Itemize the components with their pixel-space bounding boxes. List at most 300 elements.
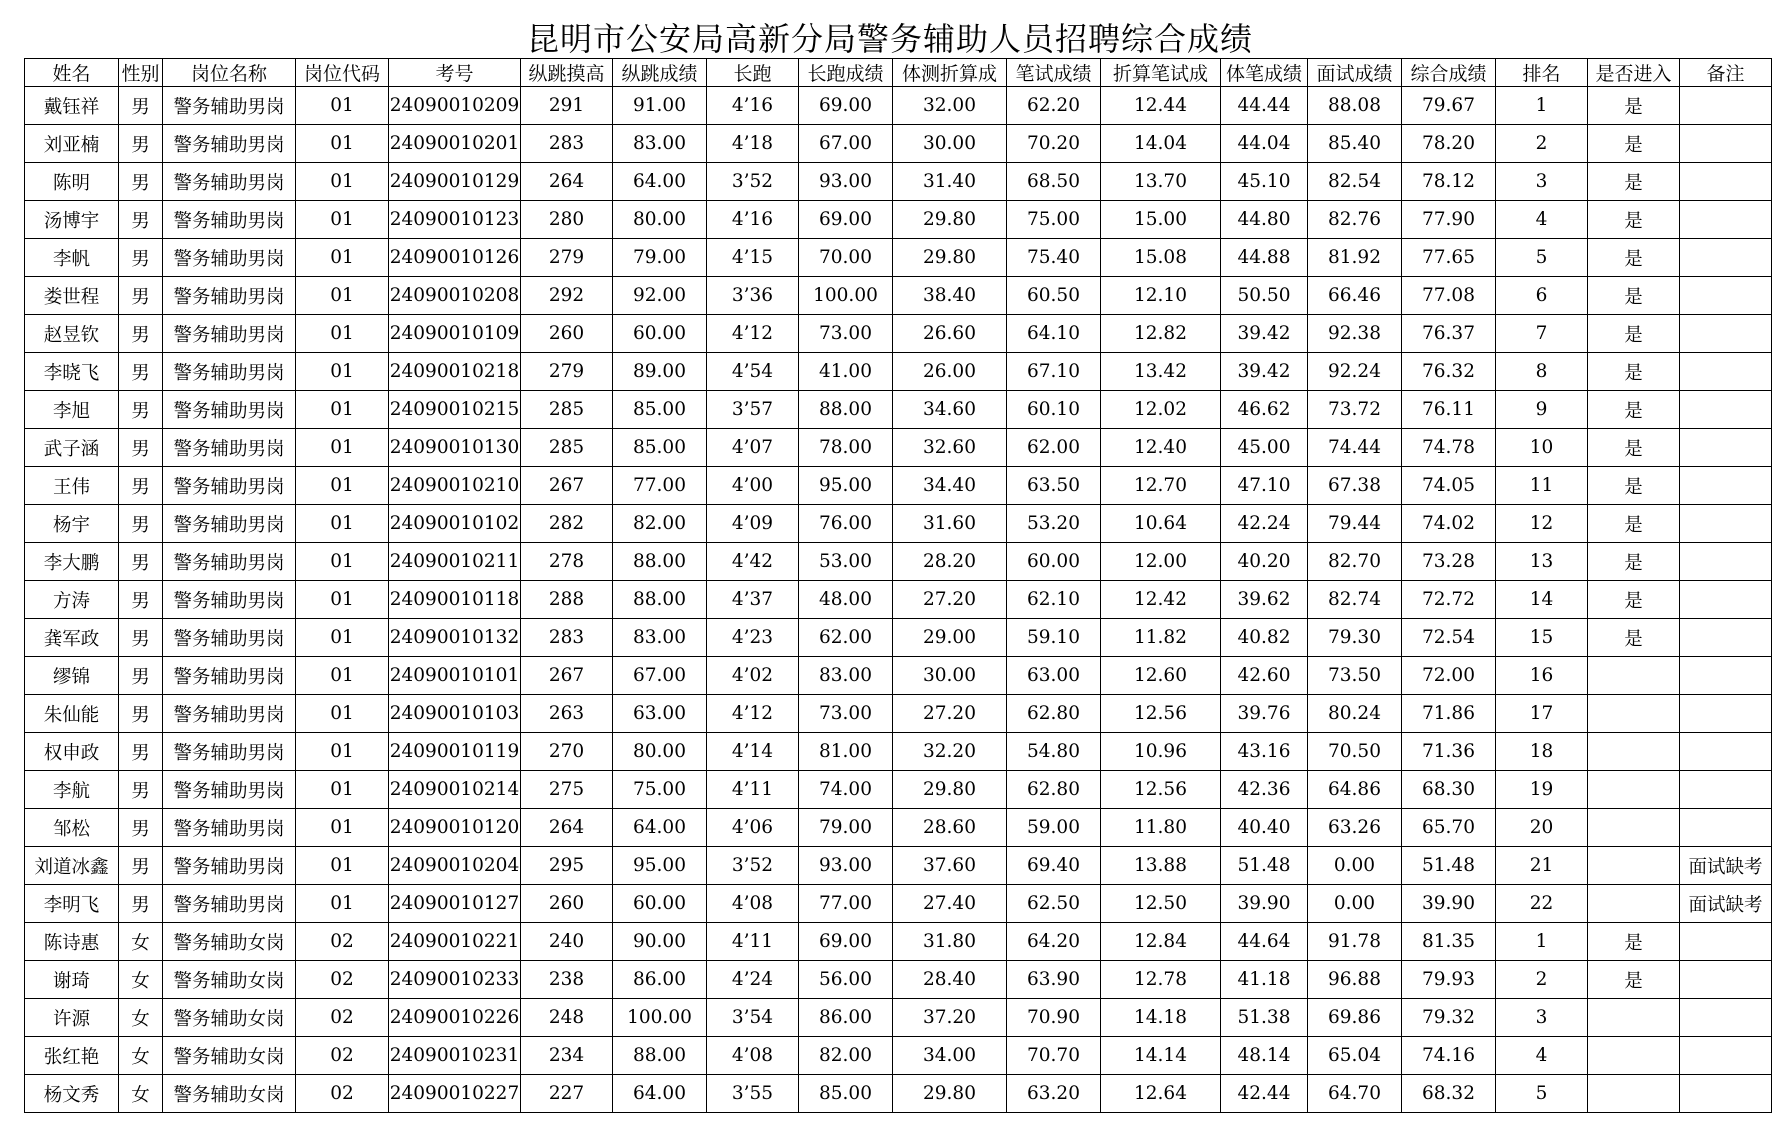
score-table [24, 58, 1772, 1113]
cell-fitness-converted: 32.00 [893, 87, 1007, 125]
cell-long-run-score: 81.00 [799, 733, 893, 771]
cell-interview-score: 80.24 [1308, 695, 1402, 733]
cell-total-score: 65.70 [1402, 809, 1496, 847]
cell-advance: 是 [1588, 619, 1680, 657]
cell-exam-number: 24090010210 [389, 467, 521, 505]
cell-advance: 是 [1588, 961, 1680, 999]
table-row [25, 239, 1772, 277]
cell-advance [1588, 1075, 1680, 1113]
cell-interview-score: 88.08 [1308, 87, 1402, 125]
cell-remark [1680, 239, 1772, 277]
cell-vertical-jump-height: 282 [521, 505, 613, 543]
cell-written-converted: 12.60 [1101, 657, 1221, 695]
cell-vertical-jump-height: 295 [521, 847, 613, 885]
cell-gender: 男 [119, 505, 163, 543]
table-row [25, 87, 1772, 125]
cell-rank: 3 [1496, 163, 1588, 201]
cell-name: 张红艳 [25, 1037, 119, 1075]
cell-fitness-written-score: 39.42 [1221, 353, 1308, 391]
cell-name: 武子涵 [25, 429, 119, 467]
cell-vertical-jump-height: 270 [521, 733, 613, 771]
cell-remark [1680, 315, 1772, 353]
cell-post-code: 01 [296, 695, 389, 733]
cell-interview-score: 64.86 [1308, 771, 1402, 809]
cell-post-name: 警务辅助男岗 [163, 771, 296, 809]
table-row [25, 999, 1772, 1037]
cell-total-score: 76.11 [1402, 391, 1496, 429]
cell-exam-number: 24090010120 [389, 809, 521, 847]
cell-fitness-converted: 31.60 [893, 505, 1007, 543]
cell-long-run: 4’15 [707, 239, 799, 277]
cell-written-converted: 12.84 [1101, 923, 1221, 961]
cell-long-run-score: 85.00 [799, 1075, 893, 1113]
cell-advance: 是 [1588, 277, 1680, 315]
cell-post-name: 警务辅助男岗 [163, 353, 296, 391]
cell-fitness-written-score: 42.60 [1221, 657, 1308, 695]
cell-post-code: 02 [296, 923, 389, 961]
cell-gender: 男 [119, 581, 163, 619]
header-exam-number: 考号 [389, 59, 521, 87]
cell-total-score: 76.37 [1402, 315, 1496, 353]
cell-post-code: 01 [296, 771, 389, 809]
cell-name: 缪锦 [25, 657, 119, 695]
cell-long-run: 4’12 [707, 315, 799, 353]
cell-exam-number: 24090010227 [389, 1075, 521, 1113]
cell-fitness-converted: 26.60 [893, 315, 1007, 353]
cell-vertical-jump-score: 100.00 [613, 999, 707, 1037]
cell-exam-number: 24090010119 [389, 733, 521, 771]
cell-fitness-converted: 34.40 [893, 467, 1007, 505]
cell-written-converted: 11.80 [1101, 809, 1221, 847]
cell-remark [1680, 125, 1772, 163]
cell-rank: 4 [1496, 1037, 1588, 1075]
cell-vertical-jump-height: 291 [521, 87, 613, 125]
cell-exam-number: 24090010129 [389, 163, 521, 201]
cell-fitness-converted: 34.60 [893, 391, 1007, 429]
cell-total-score: 79.32 [1402, 999, 1496, 1037]
cell-gender: 男 [119, 163, 163, 201]
cell-written-converted: 12.42 [1101, 581, 1221, 619]
cell-vertical-jump-score: 60.00 [613, 315, 707, 353]
cell-long-run: 3’57 [707, 391, 799, 429]
cell-remark [1680, 733, 1772, 771]
cell-vertical-jump-score: 88.00 [613, 1037, 707, 1075]
cell-vertical-jump-height: 283 [521, 619, 613, 657]
cell-vertical-jump-height: 283 [521, 125, 613, 163]
cell-gender: 男 [119, 543, 163, 581]
cell-post-code: 01 [296, 657, 389, 695]
cell-rank: 10 [1496, 429, 1588, 467]
cell-remark: 面试缺考 [1680, 885, 1772, 923]
cell-post-name: 警务辅助男岗 [163, 87, 296, 125]
cell-post-name: 警务辅助男岗 [163, 809, 296, 847]
cell-written-converted: 12.56 [1101, 771, 1221, 809]
cell-advance: 是 [1588, 315, 1680, 353]
cell-written-score: 54.80 [1007, 733, 1101, 771]
cell-written-score: 63.20 [1007, 1075, 1101, 1113]
cell-written-converted: 12.50 [1101, 885, 1221, 923]
cell-interview-score: 65.04 [1308, 1037, 1402, 1075]
cell-written-score: 63.90 [1007, 961, 1101, 999]
cell-fitness-converted: 31.40 [893, 163, 1007, 201]
cell-post-code: 01 [296, 277, 389, 315]
cell-rank: 21 [1496, 847, 1588, 885]
cell-written-score: 75.40 [1007, 239, 1101, 277]
table-row [25, 543, 1772, 581]
cell-vertical-jump-height: 263 [521, 695, 613, 733]
table-row [25, 1075, 1772, 1113]
cell-exam-number: 24090010209 [389, 87, 521, 125]
cell-total-score: 78.20 [1402, 125, 1496, 163]
cell-fitness-converted: 29.80 [893, 239, 1007, 277]
cell-gender: 男 [119, 467, 163, 505]
cell-interview-score: 73.72 [1308, 391, 1402, 429]
cell-fitness-converted: 29.80 [893, 771, 1007, 809]
cell-long-run: 4’42 [707, 543, 799, 581]
cell-post-name: 警务辅助男岗 [163, 695, 296, 733]
cell-written-converted: 12.02 [1101, 391, 1221, 429]
cell-interview-score: 85.40 [1308, 125, 1402, 163]
cell-vertical-jump-height: 264 [521, 163, 613, 201]
cell-rank: 2 [1496, 125, 1588, 163]
cell-gender: 男 [119, 885, 163, 923]
cell-post-name: 警务辅助男岗 [163, 201, 296, 239]
cell-long-run: 4’16 [707, 201, 799, 239]
cell-written-converted: 12.64 [1101, 1075, 1221, 1113]
table-row [25, 657, 1772, 695]
header-fitness-converted: 体测折算成 [893, 59, 1007, 87]
cell-gender: 女 [119, 961, 163, 999]
cell-exam-number: 24090010126 [389, 239, 521, 277]
cell-advance [1588, 695, 1680, 733]
table-row [25, 163, 1772, 201]
cell-written-score: 62.20 [1007, 87, 1101, 125]
cell-fitness-converted: 30.00 [893, 657, 1007, 695]
cell-rank: 20 [1496, 809, 1588, 847]
cell-fitness-written-score: 45.00 [1221, 429, 1308, 467]
cell-interview-score: 96.88 [1308, 961, 1402, 999]
cell-vertical-jump-height: 278 [521, 543, 613, 581]
cell-post-name: 警务辅助男岗 [163, 315, 296, 353]
cell-fitness-written-score: 47.10 [1221, 467, 1308, 505]
cell-interview-score: 79.30 [1308, 619, 1402, 657]
cell-total-score: 71.36 [1402, 733, 1496, 771]
cell-long-run-score: 62.00 [799, 619, 893, 657]
table-row [25, 695, 1772, 733]
cell-fitness-written-score: 39.42 [1221, 315, 1308, 353]
table-row [25, 771, 1772, 809]
cell-remark [1680, 467, 1772, 505]
cell-written-score: 67.10 [1007, 353, 1101, 391]
cell-long-run-score: 100.00 [799, 277, 893, 315]
cell-fitness-written-score: 50.50 [1221, 277, 1308, 315]
cell-long-run: 4’23 [707, 619, 799, 657]
cell-fitness-written-score: 51.38 [1221, 999, 1308, 1037]
cell-fitness-written-score: 39.90 [1221, 885, 1308, 923]
header-gender: 性别 [119, 59, 163, 87]
cell-advance: 是 [1588, 429, 1680, 467]
cell-exam-number: 24090010109 [389, 315, 521, 353]
cell-vertical-jump-score: 83.00 [613, 125, 707, 163]
cell-exam-number: 24090010204 [389, 847, 521, 885]
cell-long-run: 3’55 [707, 1075, 799, 1113]
cell-vertical-jump-score: 64.00 [613, 1075, 707, 1113]
cell-vertical-jump-score: 88.00 [613, 581, 707, 619]
cell-name: 汤博宇 [25, 201, 119, 239]
cell-gender: 男 [119, 429, 163, 467]
cell-fitness-converted: 37.20 [893, 999, 1007, 1037]
cell-vertical-jump-height: 260 [521, 885, 613, 923]
cell-vertical-jump-height: 279 [521, 353, 613, 391]
cell-exam-number: 24090010123 [389, 201, 521, 239]
header-written-score: 笔试成绩 [1007, 59, 1101, 87]
cell-name: 杨文秀 [25, 1075, 119, 1113]
cell-vertical-jump-score: 92.00 [613, 277, 707, 315]
cell-exam-number: 24090010215 [389, 391, 521, 429]
cell-fitness-converted: 30.00 [893, 125, 1007, 163]
cell-fitness-converted: 27.20 [893, 695, 1007, 733]
cell-rank: 8 [1496, 353, 1588, 391]
cell-long-run-score: 69.00 [799, 923, 893, 961]
cell-written-score: 70.90 [1007, 999, 1101, 1037]
cell-rank: 16 [1496, 657, 1588, 695]
cell-remark [1680, 923, 1772, 961]
cell-fitness-converted: 29.00 [893, 619, 1007, 657]
cell-vertical-jump-score: 75.00 [613, 771, 707, 809]
cell-vertical-jump-score: 95.00 [613, 847, 707, 885]
cell-vertical-jump-height: 288 [521, 581, 613, 619]
cell-rank: 15 [1496, 619, 1588, 657]
cell-interview-score: 82.76 [1308, 201, 1402, 239]
cell-fitness-written-score: 44.80 [1221, 201, 1308, 239]
cell-advance [1588, 809, 1680, 847]
table-row [25, 581, 1772, 619]
cell-post-name: 警务辅助男岗 [163, 391, 296, 429]
cell-total-score: 81.35 [1402, 923, 1496, 961]
cell-written-score: 64.10 [1007, 315, 1101, 353]
cell-post-code: 01 [296, 163, 389, 201]
cell-rank: 12 [1496, 505, 1588, 543]
cell-total-score: 72.54 [1402, 619, 1496, 657]
cell-written-score: 60.50 [1007, 277, 1101, 315]
cell-long-run: 4’06 [707, 809, 799, 847]
cell-post-name: 警务辅助女岗 [163, 961, 296, 999]
cell-long-run-score: 69.00 [799, 87, 893, 125]
cell-exam-number: 24090010226 [389, 999, 521, 1037]
cell-gender: 男 [119, 201, 163, 239]
cell-remark [1680, 581, 1772, 619]
cell-written-score: 62.00 [1007, 429, 1101, 467]
cell-long-run-score: 56.00 [799, 961, 893, 999]
cell-long-run-score: 88.00 [799, 391, 893, 429]
cell-post-code: 01 [296, 885, 389, 923]
cell-total-score: 79.67 [1402, 87, 1496, 125]
cell-gender: 男 [119, 353, 163, 391]
table-row [25, 391, 1772, 429]
cell-gender: 男 [119, 733, 163, 771]
cell-name: 李明飞 [25, 885, 119, 923]
cell-long-run: 4’16 [707, 87, 799, 125]
cell-rank: 17 [1496, 695, 1588, 733]
cell-fitness-converted: 27.20 [893, 581, 1007, 619]
cell-remark [1680, 201, 1772, 239]
cell-exam-number: 24090010233 [389, 961, 521, 999]
cell-written-converted: 12.70 [1101, 467, 1221, 505]
cell-gender: 男 [119, 87, 163, 125]
cell-long-run: 4’11 [707, 771, 799, 809]
cell-exam-number: 24090010118 [389, 581, 521, 619]
cell-written-score: 63.50 [1007, 467, 1101, 505]
table-row [25, 315, 1772, 353]
cell-advance [1588, 771, 1680, 809]
cell-gender: 男 [119, 125, 163, 163]
cell-fitness-written-score: 40.82 [1221, 619, 1308, 657]
cell-name: 李晓飞 [25, 353, 119, 391]
cell-vertical-jump-score: 85.00 [613, 391, 707, 429]
cell-rank: 11 [1496, 467, 1588, 505]
cell-exam-number: 24090010130 [389, 429, 521, 467]
cell-vertical-jump-height: 275 [521, 771, 613, 809]
cell-interview-score: 64.70 [1308, 1075, 1402, 1113]
cell-vertical-jump-height: 292 [521, 277, 613, 315]
cell-total-score: 74.16 [1402, 1037, 1496, 1075]
cell-fitness-written-score: 42.24 [1221, 505, 1308, 543]
cell-interview-score: 82.74 [1308, 581, 1402, 619]
table-row [25, 1037, 1772, 1075]
cell-vertical-jump-height: 234 [521, 1037, 613, 1075]
cell-fitness-converted: 37.60 [893, 847, 1007, 885]
cell-vertical-jump-height: 238 [521, 961, 613, 999]
cell-written-converted: 11.82 [1101, 619, 1221, 657]
cell-vertical-jump-score: 77.00 [613, 467, 707, 505]
cell-rank: 7 [1496, 315, 1588, 353]
cell-advance: 是 [1588, 87, 1680, 125]
cell-interview-score: 0.00 [1308, 885, 1402, 923]
cell-gender: 女 [119, 999, 163, 1037]
cell-post-name: 警务辅助男岗 [163, 429, 296, 467]
cell-written-converted: 12.56 [1101, 695, 1221, 733]
cell-written-score: 62.80 [1007, 771, 1101, 809]
cell-written-score: 60.00 [1007, 543, 1101, 581]
cell-long-run-score: 95.00 [799, 467, 893, 505]
cell-name: 方涛 [25, 581, 119, 619]
cell-vertical-jump-height: 264 [521, 809, 613, 847]
header-interview-score: 面试成绩 [1308, 59, 1402, 87]
cell-gender: 女 [119, 1075, 163, 1113]
cell-post-name: 警务辅助男岗 [163, 543, 296, 581]
cell-remark [1680, 391, 1772, 429]
cell-interview-score: 79.44 [1308, 505, 1402, 543]
cell-remark [1680, 1037, 1772, 1075]
cell-interview-score: 92.38 [1308, 315, 1402, 353]
cell-remark [1680, 809, 1772, 847]
cell-long-run: 4’14 [707, 733, 799, 771]
cell-post-code: 01 [296, 505, 389, 543]
cell-rank: 9 [1496, 391, 1588, 429]
cell-long-run: 4’54 [707, 353, 799, 391]
cell-exam-number: 24090010201 [389, 125, 521, 163]
cell-name: 李航 [25, 771, 119, 809]
cell-rank: 5 [1496, 239, 1588, 277]
header-total-score: 综合成绩 [1402, 59, 1496, 87]
cell-remark [1680, 961, 1772, 999]
table-body [25, 87, 1772, 1113]
header-remark: 备注 [1680, 59, 1772, 87]
header-post-code: 岗位代码 [296, 59, 389, 87]
cell-written-converted: 15.08 [1101, 239, 1221, 277]
cell-written-converted: 12.82 [1101, 315, 1221, 353]
cell-exam-number: 24090010221 [389, 923, 521, 961]
cell-name: 龚军政 [25, 619, 119, 657]
cell-fitness-written-score: 48.14 [1221, 1037, 1308, 1075]
cell-long-run: 4’02 [707, 657, 799, 695]
cell-post-name: 警务辅助男岗 [163, 505, 296, 543]
cell-long-run-score: 82.00 [799, 1037, 893, 1075]
cell-vertical-jump-score: 88.00 [613, 543, 707, 581]
cell-long-run-score: 73.00 [799, 695, 893, 733]
cell-long-run: 4’07 [707, 429, 799, 467]
table-row [25, 467, 1772, 505]
cell-fitness-written-score: 51.48 [1221, 847, 1308, 885]
cell-written-score: 62.50 [1007, 885, 1101, 923]
cell-written-score: 59.10 [1007, 619, 1101, 657]
cell-vertical-jump-score: 67.00 [613, 657, 707, 695]
cell-remark [1680, 429, 1772, 467]
cell-written-converted: 12.10 [1101, 277, 1221, 315]
cell-rank: 4 [1496, 201, 1588, 239]
cell-interview-score: 74.44 [1308, 429, 1402, 467]
cell-name: 谢琦 [25, 961, 119, 999]
cell-long-run-score: 67.00 [799, 125, 893, 163]
cell-vertical-jump-score: 63.00 [613, 695, 707, 733]
cell-long-run-score: 74.00 [799, 771, 893, 809]
cell-advance: 是 [1588, 467, 1680, 505]
cell-written-score: 62.80 [1007, 695, 1101, 733]
cell-name: 戴钰祥 [25, 87, 119, 125]
cell-total-score: 73.28 [1402, 543, 1496, 581]
cell-name: 邹松 [25, 809, 119, 847]
cell-advance: 是 [1588, 163, 1680, 201]
cell-post-name: 警务辅助女岗 [163, 923, 296, 961]
cell-fitness-written-score: 43.16 [1221, 733, 1308, 771]
cell-remark: 面试缺考 [1680, 847, 1772, 885]
cell-written-score: 75.00 [1007, 201, 1101, 239]
header-vertical-jump-height: 纵跳摸高 [521, 59, 613, 87]
cell-name: 李帆 [25, 239, 119, 277]
cell-post-code: 02 [296, 999, 389, 1037]
table-row [25, 733, 1772, 771]
cell-post-name: 警务辅助男岗 [163, 239, 296, 277]
cell-vertical-jump-height: 248 [521, 999, 613, 1037]
cell-post-name: 警务辅助男岗 [163, 467, 296, 505]
cell-vertical-jump-height: 285 [521, 391, 613, 429]
cell-total-score: 79.93 [1402, 961, 1496, 999]
cell-advance: 是 [1588, 543, 1680, 581]
cell-name: 陈诗惠 [25, 923, 119, 961]
cell-post-code: 01 [296, 391, 389, 429]
cell-vertical-jump-score: 64.00 [613, 809, 707, 847]
table-row [25, 505, 1772, 543]
cell-remark [1680, 163, 1772, 201]
cell-rank: 3 [1496, 999, 1588, 1037]
cell-post-code: 01 [296, 125, 389, 163]
cell-written-converted: 13.42 [1101, 353, 1221, 391]
cell-vertical-jump-height: 280 [521, 201, 613, 239]
cell-rank: 13 [1496, 543, 1588, 581]
cell-post-code: 01 [296, 87, 389, 125]
cell-fitness-converted: 34.00 [893, 1037, 1007, 1075]
cell-long-run: 3’54 [707, 999, 799, 1037]
